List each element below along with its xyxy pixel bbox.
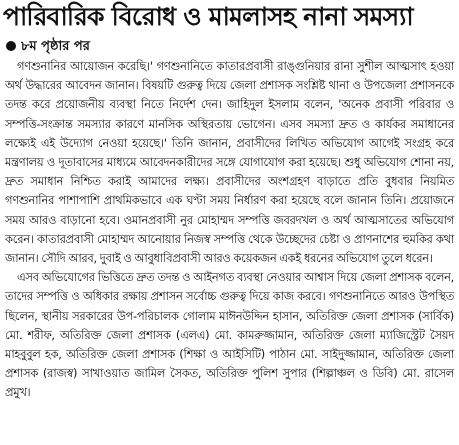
- article-body: [5, 57, 454, 403]
- continued-from-text: ৮ম পৃষ্ঠার পর: [21, 39, 90, 54]
- continued-from-marker: [6, 38, 90, 56]
- article-paragraph: গণশুনানির আয়োজন করেছি।' গণশুনানিতে কাতারপ্রবাসী রাঙ্গুনিয়ার রানা সুশীল আত্মসাৎ হওয়া অর্থ উদ্ধারের আবেদন জানান। বিষয়টি গুরুত্ব দিয়ে জেলা প্রশাসক সংশ্লিষ্ট থানা ও উপজেলা প্রশাসনকে তদন্ত করে প্রয়োজনীয় ব্যবস্থা নিতে নির্দেশ দেন। জাহিদুল ইসলাম বলেন, 'অনেক প্রবাসী পরিবার ও সম্পত্তি-সংক্রান্ত সমস্যার কারণে মানসিক অস্থিরতায় ভোগেন। এসব সমস্যা দ্রুত ও কার্যকর সমাধানের লক্ষ্যেই এই উদ্যোগ নেওয়া হয়েছে।' তিনি জানান, প্রবাসীদের লিখিত অভিযোগ আগেই সংগ্রহ করে মন্ত্রণালয় ও দূতাবাসের মাধ্যমে আবেদনকারীদের সঙ্গে যোগাযোগ করা হয়েছে। শুধু অভিযোগ শোনা নয়, দ্রুত সমাধান নিশ্চিত করাই আমাদের লক্ষ্য। প্রবাসীদের অংশগ্রহণ বাড়াতে প্রতি বুধবার নিয়মিত গণশুনানির পাশাপাশি প্রাথমিকভাবে এক ঘণ্টা সময় নির্ধারণ করা হয়েছে বলে জানান তিনি। প্রয়োজনে সময় আরও বাড়ানো হবে। ওমানপ্রবাসী নুর মোহাম্মদ সম্পত্তি জবরদখল ও অর্থ আত্মসাতের অভিযোগ করেন। কাতারপ্রবাসী মোহাম্মদ আনোয়ার নিজস্ব সম্পত্তি থেকে উচ্ছেদের চেষ্টা ও প্রাণনাশের হুমকির কথা জানান। সৌদি আরব, দুবাই ও আবুধাবিপ্রবাসী আরও কয়েকজন একই ধরনের অভিযোগ তুলে ধরেন।: [5, 59, 454, 266]
- bullet-icon: [6, 41, 16, 51]
- article-paragraph: এসব অভিযোগের ভিত্তিতে দ্রুত তদন্ত ও আইনগত ব্যবস্থা নেওয়ার আশ্বাস দিয়ে জেলা প্রশাসক বলেন, তাদের সম্পত্তি ও অধিকার রক্ষায় প্রশাসন সর্বোচ্চ গুরুত্ব দিয়ে কাজ করবে। গণশুনানিতে আরও উপস্থিত ছিলেন, স্থানীয় সরকারের উপ-পরিচালক গোলাম মাঈনউদ্দিন হাসান, অতিরিক্ত জেলা প্রশাসক (সার্বিক) মো. শরীফ, অতিরিক্ত জেলা প্রশাসক (এলএ) মো. কামরুজ্জামান, অতিরিক্ত জেলা ম্যাজিস্ট্রেট সৈয়দ মাহবুবুল হক, অতিরিক্ত জেলা প্রশাসক (শিক্ষা ও আইসিটি) পাঠান মো. সাইদুজ্জামান, অতিরিক্ত জেলা প্রশাসক (রাজস্ব) সাখাওয়াত জামিল সৈকত, অতিরিক্ত পুলিশ সুপার (শিল্পাঞ্চল ও ডিবি) মো. রাসেল প্রমুখ।: [5, 270, 454, 400]
- headline: পারিবারিক বিরোধ ও মামলাসহ নানা সমস্যা: [3, 2, 413, 31]
